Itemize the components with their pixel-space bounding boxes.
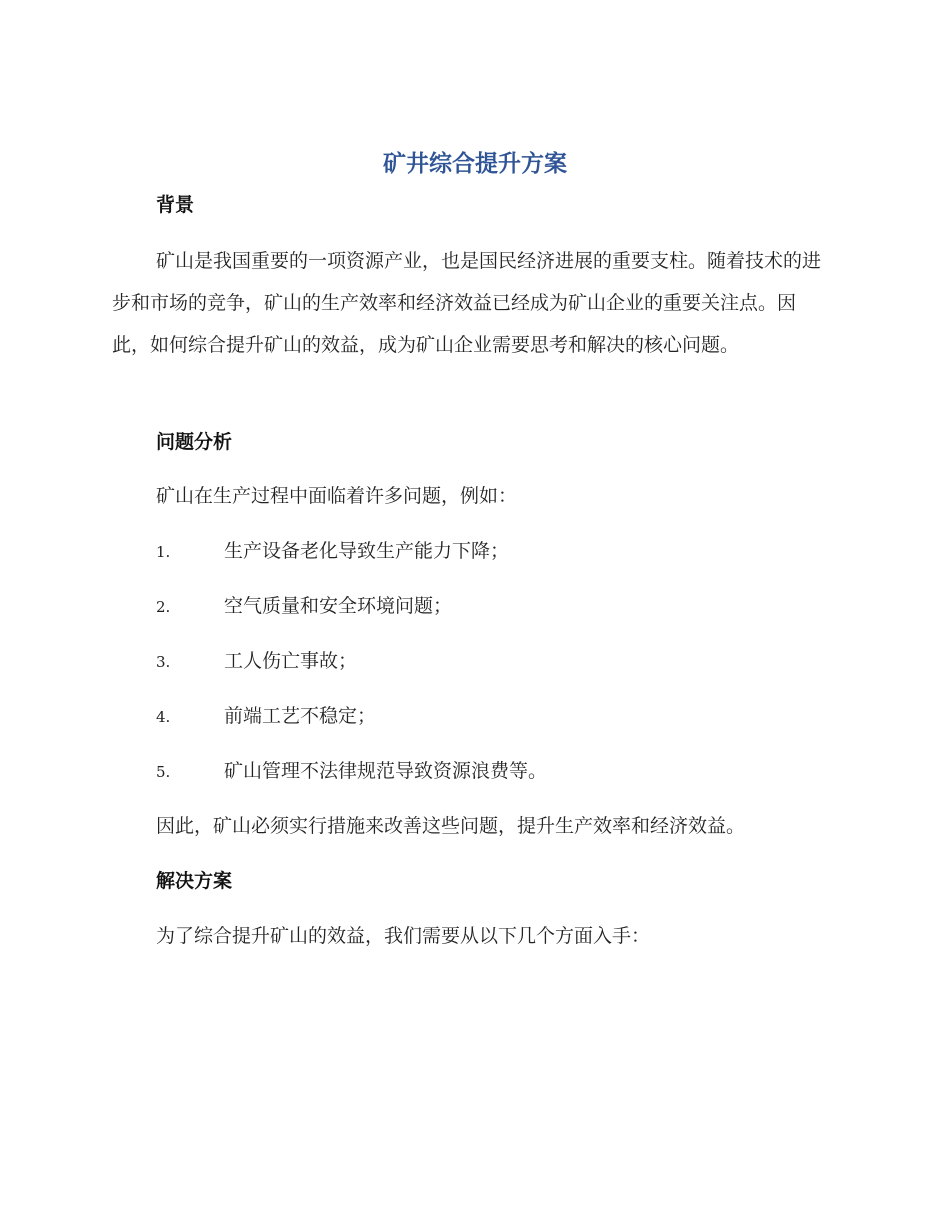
list-item-text: 生产设备老化导致生产能力下降；: [224, 540, 510, 562]
document-title: 矿井综合提升方案: [383, 151, 567, 177]
list-item-number: 1.: [156, 543, 171, 561]
list-item: [156, 756, 547, 786]
list-item-number: 3.: [156, 653, 171, 671]
list-item-number: 5.: [156, 763, 171, 781]
list-item-text: 工人伤亡事故；: [224, 650, 358, 672]
list-item-number: 2.: [156, 598, 171, 616]
solution-intro: 为了综合提升矿山的效益，我们需要从以下几个方面入手：: [156, 925, 651, 947]
list-item: [156, 536, 509, 566]
list-item: [156, 701, 376, 731]
section-heading-solution: 解决方案: [156, 870, 233, 892]
list-item: [156, 591, 452, 621]
background-paragraph: 矿山是我国重要的一项资源产业，也是国民经济进展的重要支柱。随着技术的进步和市场的竞争，矿山的生产效率和经济效益已经成为矿山企业的重要关注点。因此，如何综合提升矿山的效益，成为矿山企业需要思考和解决的核心问题。: [112, 250, 822, 356]
list-item-number: 4.: [156, 708, 171, 726]
list-item-text: 空气质量和安全环境问题；: [224, 595, 453, 617]
list-item-text: 前端工艺不稳定；: [224, 705, 377, 727]
list-item-text: 矿山管理不法律规范导致资源浪费等。: [224, 760, 548, 782]
list-item: [156, 646, 357, 676]
analysis-conclusion: 因此，矿山必须实行措施来改善这些问题，提升生产效率和经济效益。: [156, 815, 746, 837]
section-heading-background: 背景: [156, 194, 195, 216]
section-heading-analysis: 问题分析: [156, 431, 233, 453]
analysis-intro: 矿山在生产过程中面临着许多问题，例如：: [156, 485, 518, 507]
